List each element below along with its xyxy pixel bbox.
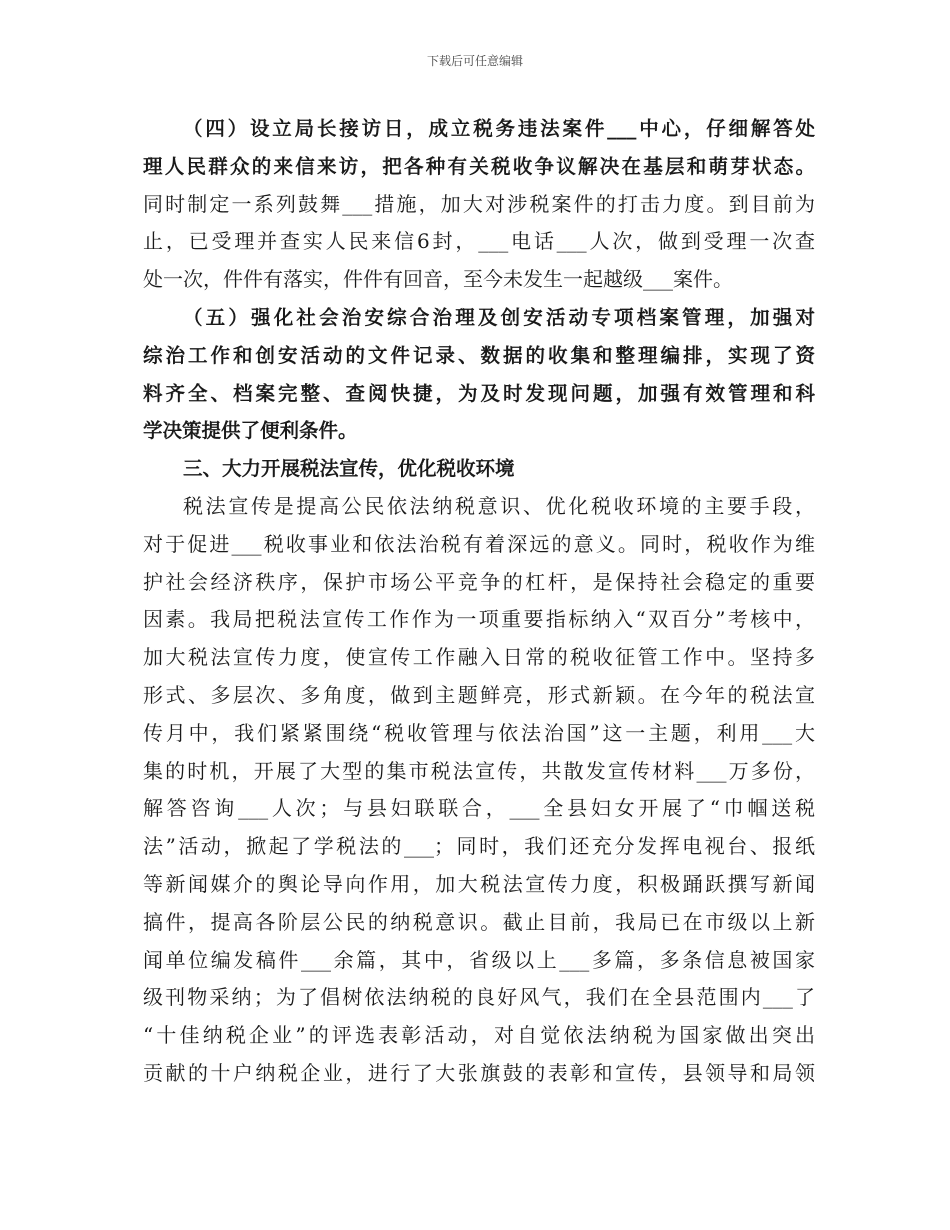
paragraph-4-line-1: （四）设立局长接访日，成立税务违法案件___中心，仔细解答处: [183, 117, 815, 140]
paragraph-6-line-12: 搞件，提高各阶层公民的纳税意识。截止目前，我局已在市级以上新: [143, 909, 815, 934]
page-header: 下载后可任意编辑: [426, 54, 523, 68]
paragraph-4-line-2: 理人民群众的来信来访，把各种有关税收争议解决在基层和萌芽状态。: [143, 154, 815, 178]
paragraph-6-line-10: 法”活动，掀起了学税法的___；同时，我们还充分发挥电视台、报纸: [143, 834, 815, 859]
paragraph-5-line-2: 综治工作和创安活动的文件记录、数据的收集和整理编排，实现了资: [143, 343, 815, 367]
paragraph-6-line-9: 解答咨询___人次；与县妇联联合，___全县妇女开展了“巾帼送税: [143, 796, 815, 821]
section-3-heading: 三、大力开展税法宣传，优化税收环境: [183, 457, 515, 481]
paragraph-6-line-11: 等新闻媒介的舆论导向作用，加大税法宣传力度，积极踊跃撰写新闻: [143, 871, 815, 896]
paragraph-6-line-15: “十佳纳税企业”的评选表彰活动，对自觉依法纳税为国家做出突出: [143, 1023, 815, 1048]
paragraph-4-line-5: 处一次，件件有落实，件件有回音，至今未发生一起越级___案件。: [143, 267, 733, 292]
paragraph-6-line-7: 传月中，我们紧紧围绕“税收管理与依法治国”这一主题，利用___大: [143, 720, 815, 745]
paragraph-4-line-4: 止，已受理并查实人民来信6封，___电话___人次，做到受理一次查: [143, 229, 815, 254]
paragraph-6-line-2: 对于促进___税收事业和依法治税有着深远的意义。同时，税收作为维: [143, 531, 815, 556]
paragraph-6-line-13: 闻单位编发稿件___余篇，其中，省级以上___多篇，多条信息被国家: [143, 947, 815, 972]
paragraph-4-line-3: 同时制定一系列鼓舞___措施，加大对涉税案件的打击力度。到目前为: [143, 191, 815, 216]
paragraph-6-line-8: 集的时机，开展了大型的集市税法宣传，共散发宣传材料___万多份，: [143, 758, 815, 783]
paragraph-6-line-4: 因素。我局把税法宣传工作作为一项重要指标纳入“双百分”考核中，: [143, 607, 815, 632]
paragraph-5-line-4: 学决策提供了便利条件。: [143, 419, 358, 443]
paragraph-6-line-5: 加大税法宣传力度，使宣传工作融入日常的税收征管工作中。坚持多: [143, 645, 815, 670]
paragraph-6-line-3: 护社会经济秩序，保护市场公平竞争的杠杆，是保持社会稳定的重要: [143, 569, 815, 594]
paragraph-6-line-14: 级刊物采纳；为了倡树依法纳税的良好风气，我们在全县范围内___了: [143, 985, 815, 1010]
paragraph-6-line-16: 贡献的十户纳税企业，进行了大张旗鼓的表彰和宣传，县领导和局领: [143, 1060, 815, 1085]
document-body: [143, 110, 815, 1093]
paragraph-6-line-6: 形式、多层次、多角度，做到主题鲜亮，形式新颖。在今年的税法宣: [143, 682, 815, 707]
paragraph-5-line-1: （五）强化社会治安综合治理及创安活动专项档案管理，加强对: [183, 305, 815, 329]
paragraph-5-line-3: 料齐全、档案完整、查阅快捷，为及时发现问题，加强有效管理和科: [143, 381, 815, 405]
paragraph-6-line-1: 税法宣传是提高公民依法纳税意识、优化税收环境的主要手段，: [183, 493, 815, 518]
